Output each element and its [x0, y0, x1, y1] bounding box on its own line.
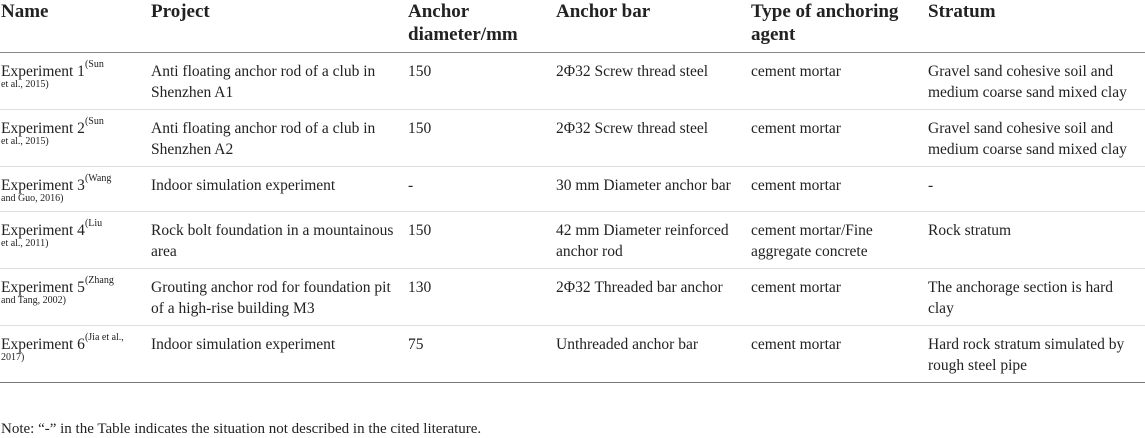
cell-anchoring-agent: cement mortar/Fine aggregate concrete	[751, 222, 873, 260]
experiment-name: Experiment 2	[1, 120, 85, 137]
cell-anchoring-agent: cement mortar	[751, 120, 841, 137]
cell-diameter: 130	[408, 279, 432, 296]
cell-name	[0, 212, 150, 269]
cell-name	[0, 110, 150, 167]
cell-name	[0, 167, 150, 212]
table-row	[0, 326, 1145, 383]
cell-anchor-bar: 30 mm Diameter anchor bar	[556, 177, 731, 194]
cell-stratum: Gravel sand cohesive soil and medium coarse sand mixed clay	[928, 120, 1127, 158]
citation-link[interactable]: (Zhang	[84, 275, 114, 286]
experiment-name: Experiment 5	[1, 279, 85, 296]
citation-link-cont[interactable]: 2017)	[1, 352, 25, 363]
header-stratum: Stratum	[927, 0, 1145, 53]
header-row	[0, 0, 1145, 53]
cell-project: Rock bolt foundation in a mountainous area	[151, 222, 394, 260]
cell-project: Anti floating anchor rod of a club in Shenzhen A1	[151, 63, 376, 101]
cell-stratum: Gravel sand cohesive soil and medium coarse sand mixed clay	[928, 63, 1127, 101]
cell-stratum: Rock stratum	[928, 222, 1012, 239]
table-row	[0, 269, 1145, 326]
cell-project: Indoor simulation experiment	[151, 177, 336, 194]
experiment-name: Experiment 1	[1, 63, 85, 80]
experiment-name: Experiment 4	[1, 222, 85, 239]
citation-link[interactable]: (Wang	[84, 173, 112, 184]
citation-link-cont[interactable]: and Guo, 2016)	[1, 193, 64, 204]
cell-diameter: 150	[408, 120, 432, 137]
cell-project: Anti floating anchor rod of a club in Shenzhen A2	[151, 120, 376, 158]
cell-anchoring-agent: cement mortar	[751, 279, 841, 296]
citation-link[interactable]: (Sun	[84, 59, 104, 70]
cell-diameter: 75	[408, 336, 424, 353]
header-anchoring-agent: Type of anchoring agent	[750, 0, 927, 53]
citation-link-cont[interactable]: et al., 2015)	[1, 136, 49, 147]
cell-anchor-bar: 2Φ32 Threaded bar anchor	[556, 279, 723, 296]
cell-stratum: The anchorage section is hard clay	[928, 279, 1114, 317]
cell-anchor-bar: Unthreaded anchor bar	[556, 336, 699, 353]
citation-link-cont[interactable]: et al., 2011)	[1, 238, 49, 249]
cell-anchor-bar: 2Φ32 Screw thread steel	[556, 120, 709, 137]
header-anchor-bar: Anchor bar	[555, 0, 750, 53]
header-name: Name	[0, 0, 150, 53]
cell-anchoring-agent: cement mortar	[751, 336, 841, 353]
table-row	[0, 167, 1145, 212]
cell-project: Indoor simulation experiment	[151, 336, 336, 353]
cell-diameter: 150	[408, 222, 432, 239]
citation-link-cont[interactable]: et al., 2015)	[1, 79, 49, 90]
cell-name	[0, 53, 150, 110]
cell-anchoring-agent: cement mortar	[751, 177, 841, 194]
cell-project: Grouting anchor rod for foundation pit of a high-rise building M3	[151, 279, 391, 317]
citation-link[interactable]: (Jia et al.,	[84, 332, 124, 343]
table-note: Note: “-” in the Table indicates the situation not described in the cited literature.	[1, 421, 482, 437]
table-row	[0, 110, 1145, 167]
table-row	[0, 212, 1145, 269]
cell-anchoring-agent: cement mortar	[751, 63, 841, 80]
table-row	[0, 53, 1145, 110]
cell-stratum: -	[928, 177, 934, 194]
header-anchor-diameter: Anchor diameter/mm	[407, 0, 555, 53]
cell-stratum: Hard rock stratum simulated by rough steel pipe	[928, 336, 1125, 374]
cell-diameter: -	[408, 177, 414, 194]
citation-link[interactable]: (Liu	[84, 218, 103, 229]
cell-diameter: 150	[408, 63, 432, 80]
cell-anchor-bar: 2Φ32 Screw thread steel	[556, 63, 709, 80]
experiment-name: Experiment 6	[1, 336, 85, 353]
header-project: Project	[150, 0, 407, 53]
citation-link[interactable]: (Sun	[84, 116, 104, 127]
cell-anchor-bar: 42 mm Diameter reinforced anchor rod	[556, 222, 729, 260]
experiment-name: Experiment 3	[1, 177, 85, 194]
cell-name	[0, 269, 150, 326]
cell-name	[0, 326, 150, 383]
citation-link-cont[interactable]: and Tang, 2002)	[1, 295, 66, 306]
